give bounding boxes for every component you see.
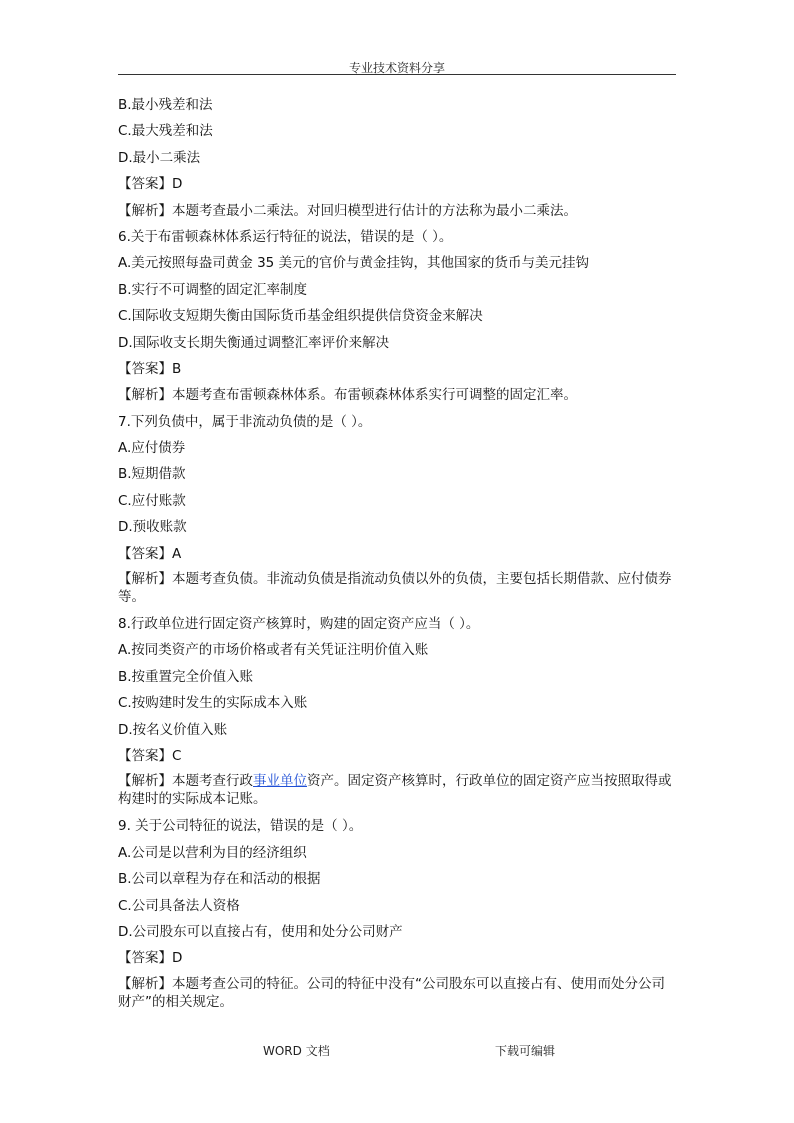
question-line: 9. 关于公司特征的说法，错误的是（ ）。 [118,818,363,835]
option-line: D.按名义价值入账 [118,721,228,738]
analysis-line: 【解析】本题考查负债。非流动负债是指流动负债以外的负债，主要包括长期借款、应付债券等。 [118,571,672,606]
option-line: D.公司股东可以直接占有，使用和处分公司财产 [118,923,403,940]
option-line: A.按同类资产的市场价格或者有关凭证注明价值入账 [118,642,429,659]
option-line: A.应付债券 [118,440,186,457]
footer-left: WORD 文档 [263,1044,330,1058]
answer-line: 【答案】D [118,950,183,967]
footer-right: 下载可编辑 [495,1044,556,1058]
analysis-text: 【解析】本题考查行政 [118,773,253,790]
hyperlink[interactable]: 事业单位 [253,773,307,790]
document-body [118,95,678,1019]
option-line: C.公司具备法人资格 [118,897,240,914]
question-line: 6.关于布雷顿森林体系运行特征的说法，错误的是（ ）。 [118,228,453,245]
option-line: C.按购建时发生的实际成本入账 [118,695,308,712]
option-line: C.应付账款 [118,492,186,509]
analysis-text: 资产。固定资产核算时，行政单位的固定资产应当按照取得或构建时的实际成本记账。 [118,773,672,808]
question-line: 8.行政单位进行固定资产核算时，购建的固定资产应当（ ）。 [118,616,480,633]
option-line: A.公司是以营利为目的经济组织 [118,844,307,861]
header-rule [118,74,676,75]
option-line: D.国际收支长期失衡通过调整汇率评价来解决 [118,334,390,351]
answer-line: 【答案】C [118,747,182,764]
answer-line: 【答案】D [118,176,183,193]
option-line: B.短期借款 [118,466,186,483]
option-line: D.预收账款 [118,519,187,536]
option-line: D.最小二乘法 [118,149,201,166]
option-line: B.按重置完全价值入账 [118,668,254,685]
option-line: C.最大残差和法 [118,123,213,140]
option-line: B.公司以章程为存在和活动的根据 [118,871,321,888]
answer-line: 【答案】B [118,360,182,377]
analysis-line: 【解析】本题考查最小二乘法。对回归模型进行估计的方法称为最小二乘法。 [118,202,577,219]
question-line: 7.下列负债中，属于非流动负债的是（ ）。 [118,413,372,430]
option-line: C.国际收支短期失衡由国际货币基金组织提供信贷资金来解决 [118,308,483,325]
analysis-line: 【解析】本题考查公司的特征。公司的特征中没有“公司股东可以直接占有、使用而处分公司财产”的相关规定。 [118,975,665,1010]
answer-line: 【答案】A [118,545,182,562]
option-line: A.美元按照每盎司黄金 35 美元的官价与黄金挂钩，其他国家的货币与美元挂钩 [118,255,590,272]
analysis-line [118,772,678,808]
analysis-line: 【解析】本题考查布雷顿森林体系。布雷顿森林体系实行可调整的固定汇率。 [118,387,577,404]
option-line: B.实行不可调整的固定汇率制度 [118,281,308,298]
page-header: 专业技术资料分享 [348,61,445,75]
option-line: B.最小残差和法 [118,97,213,113]
